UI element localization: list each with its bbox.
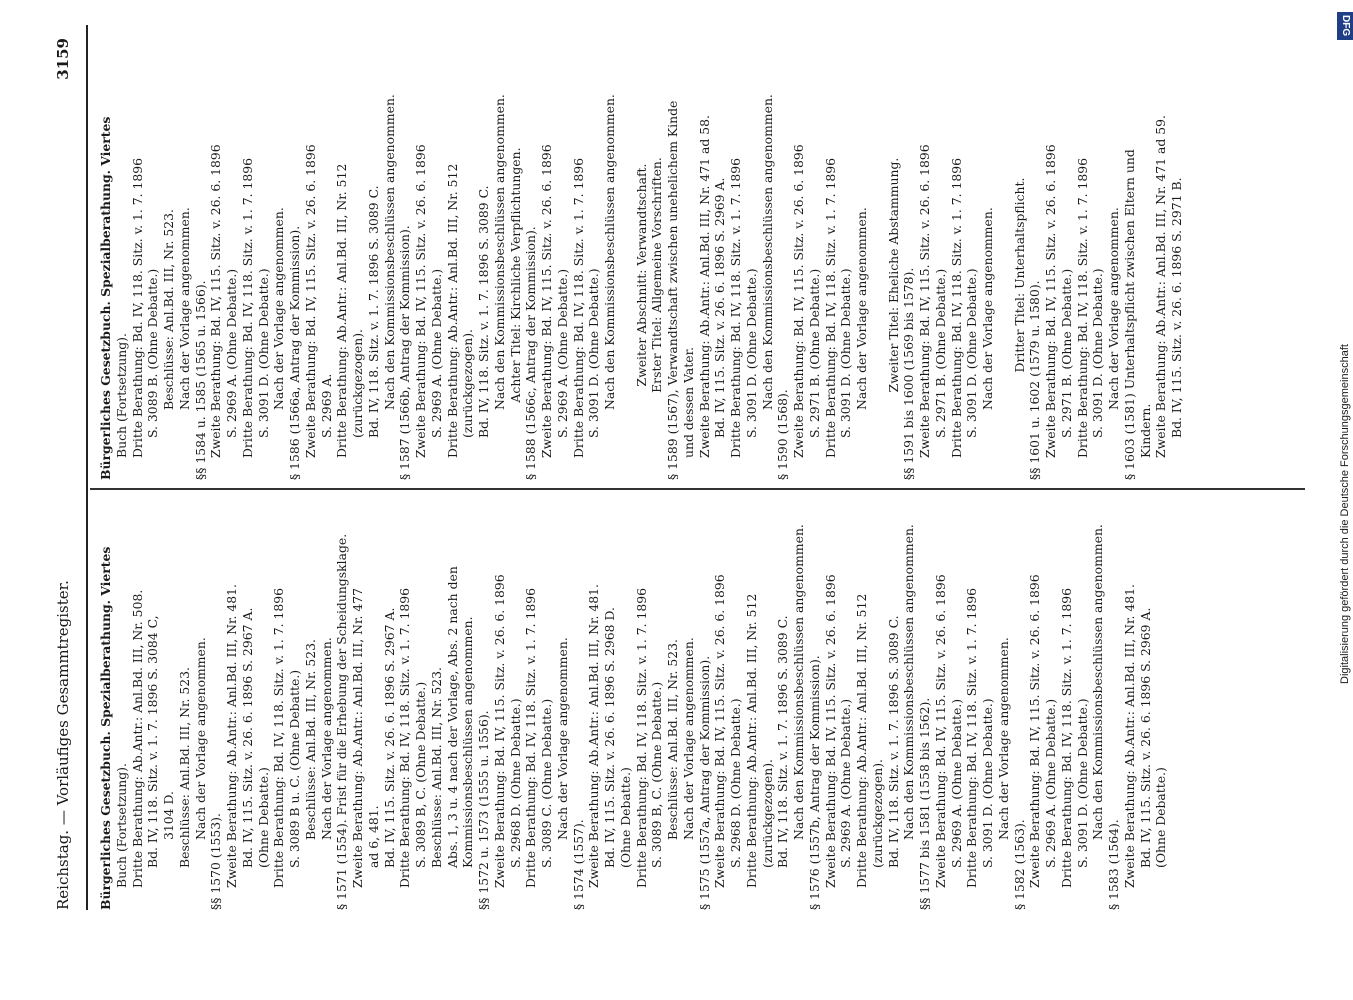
entry-line: § 1582 (1563).: [1011, 819, 1027, 910]
entry-line: Nach den Kommissionsbeschlüssen angenommen.: [791, 524, 806, 840]
entry-line: Kindern.: [1137, 403, 1153, 458]
entry-line: Nach der Vorlage angenommen.: [680, 637, 696, 840]
entry-line: Dritte Berathung: Bd. IV, 118. Sitz. v. 1. 7. 1896: [523, 587, 539, 888]
left-column: [98, 500, 1169, 910]
entry-line: Dritte Berathung: Bd. IV, 118. Sitz. v. 1. 7. 1896: [964, 587, 980, 888]
entry-line: Dritte Berathung: Ab.Antr.: Anl.Bd. III, Nr. 512: [334, 163, 350, 458]
entry-line: Dritte Berathung: Ab.Antr.: Anl.Bd. III, Nr. 512: [743, 593, 759, 888]
entry-line: S. 3091 D. (Ohne Debatte.): [1074, 698, 1090, 868]
entry-line: §§ 1601 u. 1602 (1579 u. 1580).: [1027, 280, 1043, 480]
entry-line: S. 3089 B. (Ohne Debatte.): [145, 268, 161, 438]
entry-line: S. 3089 B, C. (Ohne Debatte.): [413, 681, 428, 868]
entry-line: § 1586 (1566a, Antrag der Kommission).: [287, 225, 302, 480]
entry-line: S. 2968 D. (Ohne Debatte.): [507, 698, 523, 868]
entry-line: Nach der Vorlage angenommen.: [318, 637, 334, 840]
entry-line: Dritte Berathung: Ab.Antr.: Anl.Bd. III, Nr. 508.: [129, 589, 145, 888]
entry-line: Dritte Berathung: Bd. IV, 118. Sitz. v. 1. 7. 1896: [239, 157, 255, 458]
entry-line: Nach den Kommissionsbeschlüssen angenommen.: [602, 94, 617, 410]
entry-line: S. 3091 D. (Ohne Debatte.): [586, 268, 602, 438]
entry-line: Beschlüsse: Anl.Bd. III, Nr. 523.: [161, 209, 176, 410]
entry-line: Zweite Berathung: Bd. IV, 115. Sitz. v. 26. 6. 1896: [302, 144, 318, 458]
entry-line: Bürgerliches Gesetzbuch. Spezialberathung. Viertes: [98, 546, 113, 910]
entry-line: Nach der Vorlage angenommen.: [854, 207, 869, 410]
entry-line: Bd. IV, 118. Sitz. v. 1. 7. 1896 S. 3089 C.: [775, 615, 791, 868]
entry-line: Buch (Fortsetzung).: [113, 763, 129, 888]
entry-line: S. 3091 D. (Ohne Debatte.): [980, 698, 995, 868]
entry-line: Bd. IV, 115. Sitz. v. 26. 6. 1896 S. 2968 D.: [602, 607, 617, 868]
entry-line: Zweite Berathung: Bd. IV, 115. Sitz. v. 26. 6. 1896: [1027, 574, 1043, 888]
entry-line: Zweite Berathung: Ab.Antr.: Anl.Bd. III, Nr. 481.: [1121, 584, 1137, 888]
entry-line: (zurückgezogen).: [869, 759, 885, 868]
entry-line: §§ 1572 u. 1573 (1555 u. 1556).: [476, 710, 491, 910]
entry-line: (Ohne Debatte.): [1153, 767, 1169, 868]
entry-line: Dritte Berathung: Bd. IV, 118. Sitz. v. 1. 7. 1896: [948, 157, 964, 458]
column-divider: [90, 488, 1305, 490]
entry-line: Buch (Fortsetzung).: [113, 333, 129, 458]
entry-line: Beschlüsse: Anl.Bd. III, Nr. 523.: [302, 639, 318, 840]
entry-line: S. 3091 D. (Ohne Debatte.): [838, 268, 854, 438]
entry-line: (Ohne Debatte.): [617, 767, 633, 868]
entry-line: Zweite Berathung: Bd. IV, 115. Sitz. v. 26. 6. 1896: [491, 574, 507, 888]
entry-line: S. 3091 D. (Ohne Debatte.): [255, 268, 271, 438]
entry-line: § 1588 (1566c, Antrag der Kommission).: [523, 226, 539, 480]
entry-line: Zweite Berathung: Bd. IV, 115. Sitz. v. 26. 6. 1896: [917, 144, 932, 458]
entry-line: § 1587 (1566b, Antrag der Kommission).: [397, 225, 413, 480]
entry-line: S. 3091 D. (Ohne Debatte.): [1090, 268, 1106, 438]
page-header: [54, 30, 84, 910]
entry-line: Achter Titel: Kirchliche Verpflichtungen.: [507, 147, 523, 403]
entry-line: Dritte Berathung: Bd. IV, 118. Sitz. v. 1. 7. 1896: [728, 157, 743, 458]
entry-line: §§ 1584 u. 1585 (1565 u. 1566).: [192, 280, 208, 480]
entry-line: S. 2969 A. (Ohne Debatte.): [838, 698, 854, 868]
entry-line: §§ 1577 bis 1581 (1558 bis 1562).: [917, 697, 932, 910]
entry-line: S. 2969 A. (Ohne Debatte.): [554, 268, 570, 438]
entry-line: Dritte Berathung: Bd. IV, 118. Sitz. v. 1. 7. 1896: [1058, 587, 1074, 888]
entry-line: §§ 1570 (1553).: [208, 813, 224, 910]
entry-line: Dritte Berathung: Bd. IV, 118. Sitz. v. 1. 7. 1896: [633, 587, 649, 888]
entry-line: Zweite Berathung: Ab.Antr.: Anl.Bd. III, Nr. 481.: [224, 584, 239, 888]
entry-line: Beschlüsse: Anl.Bd. III, Nr. 523.: [428, 667, 444, 868]
entry-line: § 1576 (1557b, Antrag der Kommission).: [806, 655, 822, 910]
entry-line: Zweite Berathung: Bd. IV, 115. Sitz. v. 26. 6. 1896: [1043, 144, 1058, 458]
entry-line: Zweite Berathung: Bd. IV, 115. Sitz. v. 26. 6. 1896: [539, 144, 554, 458]
entry-line: Nach der Vorlage angenommen.: [995, 637, 1011, 840]
entry-line: Bd. IV, 118. Sitz. v. 1. 7. 1896 S. 3089 C.: [885, 615, 901, 868]
entry-line: Zweite Berathung: Ab.Antr.: Anl.Bd. III, Nr. 471 ad 58.: [696, 115, 712, 458]
entry-line: S. 2971 B. (Ohne Debatte.): [932, 268, 948, 438]
entry-line: S. 2969 A.: [318, 373, 334, 438]
entry-line: S. 3091 D. (Ohne Debatte.): [964, 268, 980, 438]
entry-line: Dritte Berathung: Bd. IV, 118. Sitz. v. 1. 7. 1896: [822, 157, 838, 458]
entry-line: Zweite Berathung: Ab.Antr.: Anl.Bd. III, Nr. 477: [350, 587, 365, 888]
entry-line: §§ 1591 bis 1600 (1569 bis 1578).: [901, 267, 917, 480]
entry-line: S. 3091 D. (Ohne Debatte.): [743, 268, 759, 438]
entry-line: S. 3089 B, C. (Ohne Debatte.): [649, 681, 665, 868]
rotated-page: [20, 30, 1320, 970]
entry-line: (zurückgezogen).: [350, 329, 365, 438]
entry-line: S. 2968 D. (Ohne Debatte.): [728, 698, 743, 868]
entry-line: Nach der Vorlage angenommen.: [176, 207, 192, 410]
entry-line: § 1603 (1581) Unterhaltspflicht zwischen Eltern und: [1121, 149, 1137, 480]
entry-line: § 1583 (1564).: [1106, 819, 1121, 910]
entry-line: S. 2969 A. (Ohne Debatte.): [428, 268, 444, 438]
entry-line: (zurückgezogen).: [759, 759, 775, 868]
running-title: Reichstag. — Vorläufiges Gesammtregister.: [54, 580, 72, 910]
right-column: [98, 70, 1185, 480]
entry-line: Nach den Kommissionsbeschlüssen angenommen.: [491, 94, 507, 410]
entry-line: § 1571 (1554). Frist für die Erhebung der Scheidungsklage.: [334, 533, 350, 910]
entry-line: Bürgerliches Gesetzbuch. Spezialberathung. Viertes: [98, 116, 113, 480]
entry-line: Zweite Berathung: Ab.Antr.: Anl.Bd. III, Nr. 471 ad 59.: [1153, 115, 1169, 458]
entry-line: Zweiter Abschnitt: Verwandtschaft.: [633, 163, 649, 387]
entry-line: [870, 70, 886, 480]
entry-line: § 1575 (1557a, Antrag der Kommission).: [696, 655, 712, 910]
entry-line: Dritte Berathung: Bd. IV, 118. Sitz. v. 1. 7. 1896: [129, 157, 145, 458]
entry-line: Nach den Kommissionsbeschlüssen angenommen.: [381, 94, 397, 410]
entry-line: S. 2969 A. (Ohne Debatte.): [1043, 698, 1058, 868]
entry-line: Bd. IV, 115. Sitz. v. 26. 6. 1896 S. 2967 A.: [239, 607, 255, 868]
entry-line: Zweite Berathung: Bd. IV, 115. Sitz. v. 26. 6. 1896: [712, 574, 728, 888]
funding-credit: Digitalisierung gefördert durch die Deutsche Forschungsgemeinschaft: [1339, 344, 1351, 684]
entry-line: (zurückgezogen).: [460, 329, 476, 438]
entry-line: Bd. IV, 115. Sitz. v. 26. 6. 1896 S. 2969 A.: [712, 177, 728, 438]
entry-line: Nach der Vorlage angenommen.: [192, 637, 208, 840]
entry-line: Nach der Vorlage angenommen.: [271, 207, 287, 410]
entry-line: Abs. 1, 3 u. 4 nach der Vorlage, Abs. 2 nach den: [444, 566, 460, 868]
entry-line: Dritte Berathung: Bd. IV, 118. Sitz. v. 1. 7. 1896: [1074, 157, 1090, 458]
entry-line: [618, 70, 634, 480]
entry-line: Zweiter Titel: Eheliche Abstammung.: [885, 157, 901, 393]
entry-line: Zweite Berathung: Bd. IV, 115. Sitz. v. 26. 6. 1896: [413, 144, 428, 458]
entry-line: (Ohne Debatte.): [255, 767, 271, 868]
entry-line: Bd. IV, 118. Sitz. v. 1. 7. 1896 S. 3089 C.: [365, 185, 381, 438]
entry-line: Nach den Kommissionsbeschlüssen angenommen.: [1090, 524, 1106, 840]
page-number: 3159: [54, 38, 72, 80]
entry-line: Beschlüsse: Anl.Bd. III, Nr. 523.: [176, 667, 192, 868]
entry-line: Zweite Berathung: Bd. IV, 115. Sitz. v. 26. 6. 1896: [932, 574, 948, 888]
entry-line: Bd. IV, 118. Sitz. v. 1. 7. 1896 S. 3089 C.: [476, 185, 491, 438]
entry-line: Bd. IV, 115. Sitz. v. 26. 6. 1896 S. 2967 A.: [381, 607, 397, 868]
entry-line: S. 3089 C. (Ohne Debatte.): [539, 698, 554, 868]
entry-line: [996, 70, 1012, 480]
entry-line: § 1590 (1568).: [775, 389, 791, 480]
entry-line: 3104 D.: [161, 791, 176, 840]
entry-line: Zweite Berathung: Bd. IV, 115. Sitz. v. 26. 6. 1896: [822, 574, 838, 888]
digitization-sidebar: [1336, 10, 1353, 990]
entry-line: Bd. IV, 118. Sitz. v. 1. 7. 1896 S. 3084 C,: [145, 615, 161, 868]
dfg-logo: DFG: [1337, 12, 1353, 40]
entry-line: § 1589 (1567), Verwandtschaft zwischen unehelichem Kinde: [665, 100, 680, 480]
entry-line: § 1574 (1557).: [570, 819, 586, 910]
entry-line: S. 3089 B u. C. (Ohne Debatte.): [287, 669, 302, 868]
header-rule: [86, 25, 88, 910]
entry-line: S. 2971 B. (Ohne Debatte.): [806, 268, 822, 438]
entry-line: Bd. IV, 115. Sitz. v. 26. 6. 1896 S. 2971 B.: [1169, 177, 1184, 438]
entry-line: Dritte Berathung: Bd. IV, 118. Sitz. v. 1. 7. 1896: [397, 587, 413, 888]
entry-line: Nach den Kommissionsbeschlüssen angenommen.: [759, 94, 775, 410]
entry-line: Erster Titel: Allgemeine Vorschriften.: [649, 157, 665, 393]
entry-line: Zweite Berathung: Ab.Antr.: Anl.Bd. III, Nr. 481.: [586, 584, 602, 888]
entry-line: Nach der Vorlage angenommen.: [980, 207, 995, 410]
entry-line: Bd. IV, 115. Sitz. v. 26. 6. 1896 S. 2969 A.: [1137, 607, 1153, 868]
entry-line: Kommissionsbeschlüssen angenommen.: [460, 616, 476, 868]
entry-line: Dritte Berathung: Ab.Antr.: Anl.Bd. III, Nr. 512: [444, 163, 460, 458]
entry-line: Dritter Titel: Unterhaltspflicht.: [1011, 177, 1027, 373]
entry-line: Dritte Berathung: Ab.Antr.: Anl.Bd. III, Nr. 512: [854, 593, 869, 888]
entry-line: und dessen Vater.: [680, 346, 696, 458]
entry-line: Nach den Kommissionsbeschlüssen angenommen.: [901, 524, 917, 840]
entry-line: S. 2971 B. (Ohne Debatte.): [1058, 268, 1074, 438]
entry-line: Zweite Berathung: Bd. IV, 115. Sitz. v. 26. 6. 1896: [791, 144, 806, 458]
entry-line: Beschlüsse: Anl.Bd. III, Nr. 523.: [665, 639, 680, 840]
entry-line: Zweite Berathung: Bd. IV, 115. Sitz. v. 26. 6. 1896: [208, 144, 224, 458]
entry-line: Nach der Vorlage angenommen.: [554, 637, 570, 840]
entry-line: ad 6, 481.: [365, 805, 381, 868]
entry-line: Dritte Berathung: Bd. IV, 118. Sitz. v. 1. 7. 1896: [271, 587, 287, 888]
entry-line: Dritte Berathung: Bd. IV, 118. Sitz. v. 1. 7. 1896: [570, 157, 586, 458]
entry-line: S. 2969 A. (Ohne Debatte.): [224, 268, 239, 438]
entry-line: Nach der Vorlage angenommen.: [1106, 207, 1121, 410]
entry-line: S. 2969 A. (Ohne Debatte.): [948, 698, 964, 868]
